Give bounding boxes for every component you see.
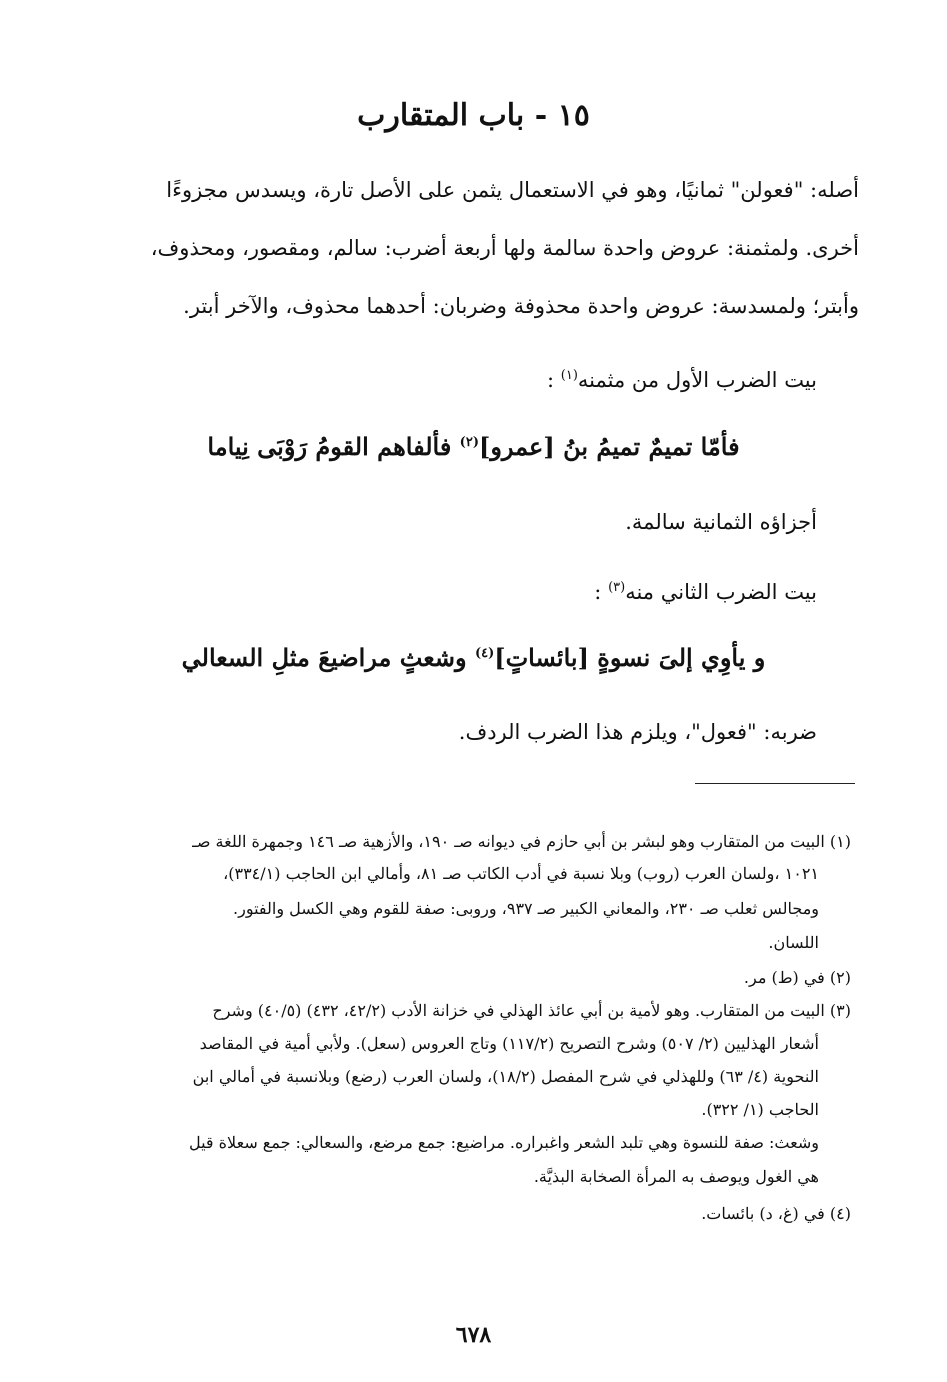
chapter-title: ١٥ - باب المتقارب (357, 98, 590, 133)
body-line-3: وأبتر؛ ولمسدسة: عروض واحدة محذوفة وضربان: أحدهما محذوف، والآخر أبتر. (183, 294, 859, 318)
footnote-separator (695, 783, 855, 784)
footnote-3-line-4: الحاجب (١/ ٣٢٢). (701, 1100, 819, 1119)
footnote-ref-4: (٤) (474, 646, 495, 661)
body-line-2: أخرى. ولمثمنة: عروض واحدة سالمة ولها أربعة أضرب: سالم، ومقصور، ومحذوف، (150, 236, 859, 260)
verse-intro-2 (594, 580, 817, 604)
footnote-ref-2: (٢) (459, 435, 479, 450)
verse-2-second-hemistich: وشعثٍ مراضيعَ مثلِ السعالي (181, 643, 467, 672)
verse-intro-2-text: بيت الضرب الثاني منه (625, 580, 817, 604)
footnote-3-line-1: (٣) البيت من المتقارب. وهو لأمية بن أبي عائذ الهذلي في خزانة الأدب (٤٢/٢، ٤٣٢) (٤٠/٥) وشرح (212, 1001, 851, 1020)
verse-2-first-hemistich: و يأوِي إلىَ نسوةٍ [بائساتٍ] (494, 643, 766, 672)
verse-1 (0, 432, 947, 461)
colon: : (547, 368, 561, 392)
footnote-1-line-2: ١٠٢١ ،ولسان العرب (روب) وبلا نسبة في أدب الكاتب صـ ٨١، وأمالي ابن الحاجب (٣٣٤/١)، (223, 864, 819, 883)
verse-note-1: أجزاؤه الثمانية سالمة. (625, 510, 817, 534)
footnote-1-line-1: (١) البيت من المتقارب وهو لبشر بن أبي حازم في ديوانه صـ ١٩٠، والأزهية صـ ١٤٦ وجمهرة اللغة صـ (192, 832, 851, 851)
footnote-1-line-4: اللسان. (768, 933, 819, 952)
verse-intro-1-text: بيت الضرب الأول من مثمنه (577, 368, 817, 392)
footnote-1-line-3: ومجالس ثعلب صـ ٢٣٠، والمعاني الكبير صـ ٩٣٧، وروبى: صفة للقوم وهي الكسل والفتور. (233, 899, 819, 918)
footnote-3-line-6: هي الغول ويوصف به المرأة الصخابة البذيَّة. (533, 1167, 819, 1186)
footnote-3-line-3: النحوية (٤/ ٦٣) وللهذلي في شرح المفصل (١٨/٢)، ولسان العرب (رضع) وبلانسبة في أمالي ابن (192, 1067, 819, 1086)
footnote-3-line-2: أشعار الهذليين (٢/ ٥٠٧) وشرح التصريح (١١٧/٢) وتاج العروس (سعل). ولأبي أمية في المقاصد (199, 1034, 819, 1053)
page-number: ٦٧٨ (455, 1322, 492, 1348)
verse-intro-1 (547, 368, 817, 392)
verse-2 (0, 643, 947, 672)
footnote-ref-1: (١) (560, 368, 578, 383)
colon: : (594, 580, 609, 604)
footnote-4: (٤) في (غ، د) بائسات. (701, 1204, 851, 1223)
verse-1-second-hemistich: فألفاهم القومُ رَوْبَى نِياما (207, 432, 452, 461)
body-line-1: أصله: "فعولن" ثمانيًا، وهو في الاستعمال يثمن على الأصل تارة، ويسدس مجزوءًا (166, 178, 859, 202)
footnote-2: (٢) في (ط) مر. (743, 968, 851, 987)
verse-1-first-hemistich: فأمّا تميمٌ تميمُ بنُ [عمرو] (478, 432, 740, 461)
footnote-ref-3: (٣) (608, 580, 626, 595)
footnote-3-line-5: وشعث: صفة للنسوة وهي تلبد الشعر واغبراره. مراضيع: جمع مرضع، والسعالي: جمع سعلاة قيل (188, 1133, 819, 1152)
verse-note-2: ضربه: "فعول"، ويلزم هذا الضرب الردف. (458, 720, 817, 744)
